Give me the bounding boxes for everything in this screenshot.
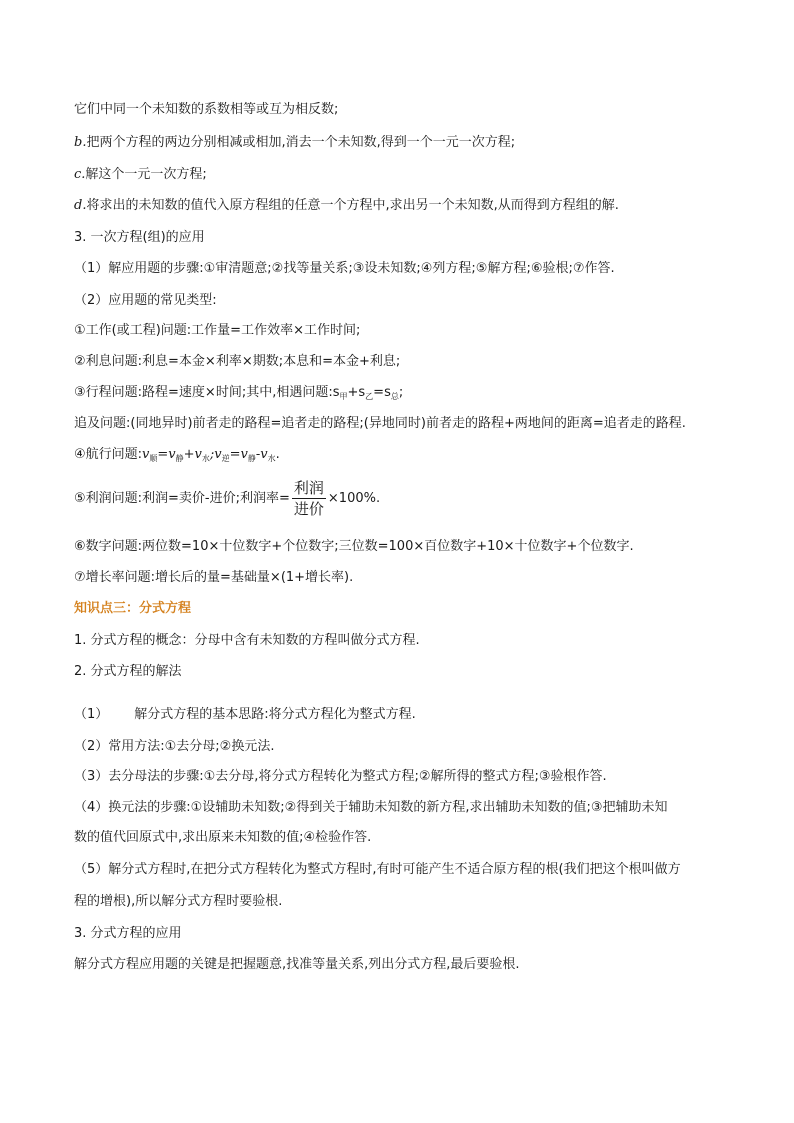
text-span: （2）常用方法:①去分母;②换元法. xyxy=(74,739,275,754)
section-heading xyxy=(74,600,191,618)
text-span: 程的增根),所以解分式方程时要验根. xyxy=(74,894,283,909)
text-span: （2）应用题的常见类型: xyxy=(74,293,217,308)
text-line xyxy=(74,768,607,786)
text-line xyxy=(74,799,668,817)
subscript: 顺 xyxy=(149,454,158,463)
text-span: （4）换元法的步骤:①设辅助未知数;②得到关于辅助未知数的新方程,求出辅助未知数的值;③把辅助未知 xyxy=(74,800,668,815)
subscript: 甲 xyxy=(339,392,348,401)
variable: +v xyxy=(183,447,202,462)
text-span: （1）解应用题的步骤:①审清题意;②找等量关系;③设未知数;④列方程;⑤解方程;⑥验根;⑦作答. xyxy=(74,261,615,276)
subscript: 水 xyxy=(201,454,210,463)
text-span: 解分式方程的基本思路:将分式方程化为整式方程. xyxy=(134,707,416,722)
text-span: ②利息问题:利息=本金×利率×期数;本息和=本金+利息; xyxy=(74,354,401,369)
text-span: ①工作(或工程)问题:工作量=工作效率×工作时间; xyxy=(74,323,361,338)
text-line xyxy=(74,893,282,911)
step-label: c. xyxy=(74,167,86,182)
text-span: （5）解分式方程时,在把分式方程转化为整式方程时,有时可能产生不适合原方程的根(我们把这个根叫做方 xyxy=(74,862,681,877)
text-span: ⑤利润问题:利润=卖价-进价;利润率= xyxy=(74,491,290,506)
text-line xyxy=(74,415,686,433)
text-line xyxy=(74,632,420,650)
text-line xyxy=(74,260,615,278)
text-span: +s xyxy=(347,385,366,400)
fraction-numerator: 利润 xyxy=(293,479,324,497)
text-span: 它们中同一个未知数的系数相等或互为相反数; xyxy=(74,102,339,117)
subscript: 逆 xyxy=(221,454,230,463)
subscript: 乙 xyxy=(365,392,374,401)
text-span: ④航行问题: xyxy=(74,447,143,462)
text-line xyxy=(74,166,207,184)
variable: =v xyxy=(157,447,176,462)
text-span: 追及问题:(同地异时)前者走的路程=追者走的路程;(异地同时)前者走的路程+两地间的距离=追者走的路程. xyxy=(74,416,686,431)
text-span: 数的值代回原式中,求出原来未知数的值;④检验作答. xyxy=(74,830,372,845)
text-span: 1. 分式方程的概念：分母中含有未知数的方程叫做分式方程. xyxy=(74,633,420,648)
text-span: 3. 分式方程的应用 xyxy=(74,926,182,941)
text-line xyxy=(74,384,403,403)
text-line xyxy=(74,322,360,340)
text-span: 解这个一元一次方程; xyxy=(85,167,207,182)
text-line xyxy=(74,292,217,310)
section-title xyxy=(74,925,182,943)
text-line xyxy=(74,478,380,520)
text-span: （1） xyxy=(74,707,109,722)
text-span: ⑥数字问题:两位数=10×十位数字+个位数字;三位数=100×百位数字+10×十位数字+个位数字. xyxy=(74,539,634,554)
text-span: ⑦增长率问题:增长后的量=基础量×(1+增长率). xyxy=(74,570,354,585)
text-line xyxy=(74,706,416,724)
fraction xyxy=(292,478,326,519)
step-label: b. xyxy=(74,135,87,150)
text-line xyxy=(74,569,353,587)
text-span: 解分式方程应用题的关键是把握题意,找准等量关系,列出分式方程,最后要验根. xyxy=(74,957,520,972)
text-span: ③行程问题:路程=速度×时间;其中,相遇问题:s xyxy=(74,385,340,400)
text-span: 把两个方程的两边分别相减或相加,消去一个未知数,得到一个一元一次方程; xyxy=(86,135,516,150)
text-span: ×100%. xyxy=(327,491,381,506)
text-line xyxy=(74,829,371,847)
text-line xyxy=(74,446,280,465)
text-span: 2. 分式方程的解法 xyxy=(74,664,182,679)
text-span: ; xyxy=(398,385,404,400)
subscript: 静 xyxy=(247,454,256,463)
subscript: 总 xyxy=(390,392,399,401)
text-line xyxy=(74,956,520,974)
text-span: . xyxy=(275,447,280,462)
subscript: 水 xyxy=(267,454,276,463)
section-title xyxy=(74,229,205,247)
variable: ;v xyxy=(209,447,222,462)
text-line xyxy=(74,134,515,152)
fraction-denominator: 进价 xyxy=(293,500,324,518)
variable: v xyxy=(142,447,150,462)
text-span: 3. 一次方程(组)的应用 xyxy=(74,230,205,245)
text-line xyxy=(74,353,400,371)
heading-text: 知识点三：分式方程 xyxy=(74,601,192,616)
text-span: =s xyxy=(373,385,391,400)
text-line xyxy=(74,738,274,756)
step-label: d. xyxy=(74,198,87,213)
variable: =v xyxy=(229,447,248,462)
text-line xyxy=(74,101,338,119)
text-line xyxy=(74,538,634,556)
variable: -v xyxy=(255,447,268,462)
text-span: （3）去分母法的步骤:①去分母,将分式方程转化为整式方程;②解所得的整式方程;③验根作答. xyxy=(74,769,607,784)
text-span: 将求出的未知数的值代入原方程组的任意一个方程中,求出另一个未知数,从而得到方程组的解. xyxy=(86,198,619,213)
text-line xyxy=(74,861,681,879)
subscript: 静 xyxy=(175,454,184,463)
text-line xyxy=(74,197,619,215)
section-title xyxy=(74,663,182,681)
